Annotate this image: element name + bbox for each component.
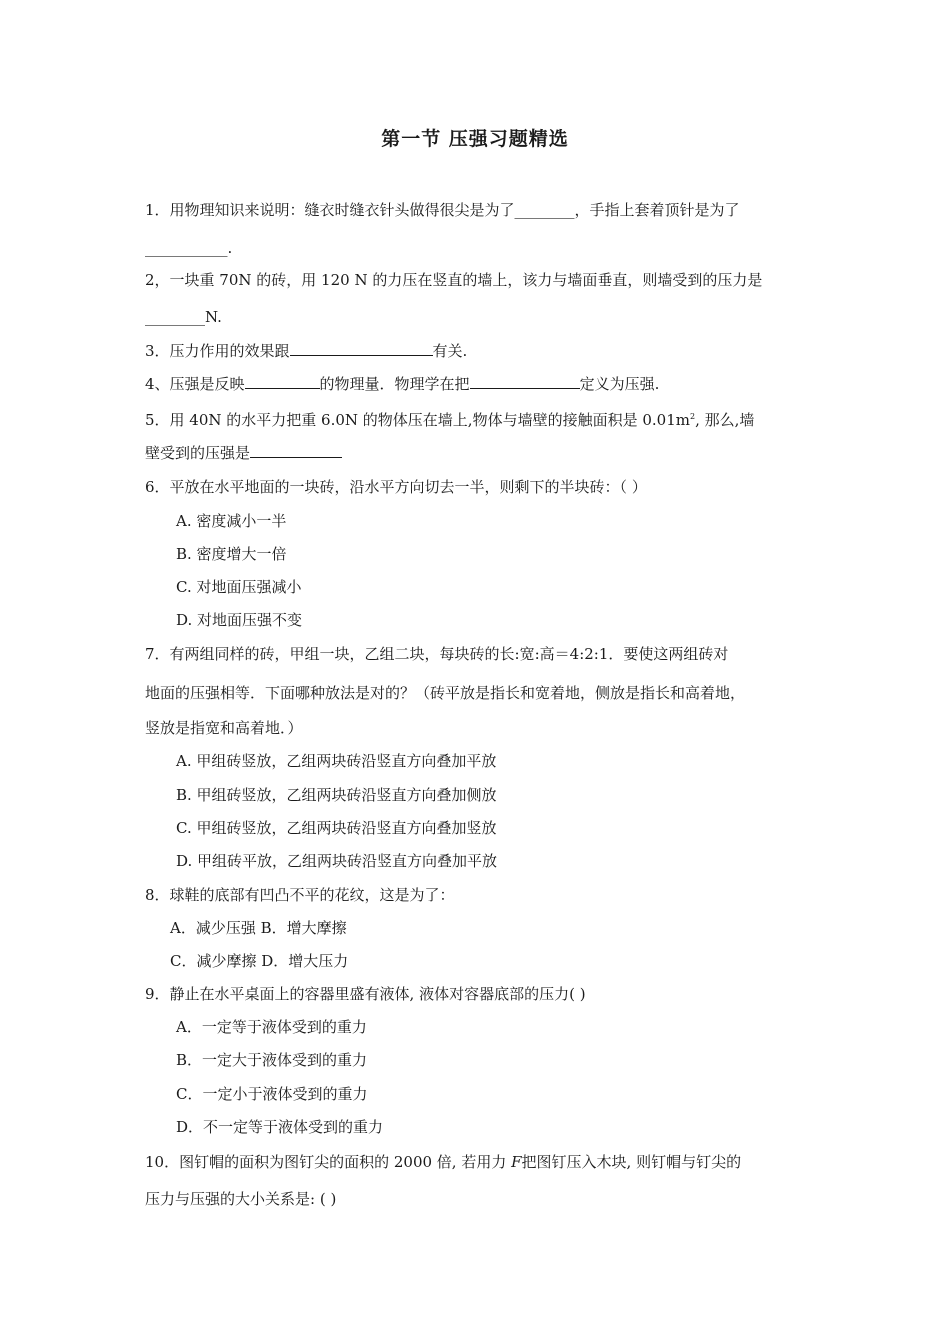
question-4 bbox=[145, 374, 825, 394]
q2-text-b: N. bbox=[205, 308, 222, 326]
q9-option-b[interactable]: B．一定大于液体受到的重力 bbox=[176, 1051, 368, 1069]
q1-text-a: 1．用物理知识来说明：缝衣时缝衣针头做得很尖是为了 bbox=[145, 201, 515, 219]
q10-force-symbol: F bbox=[511, 1153, 522, 1171]
q9-option-a[interactable]: A．一定等于液体受到的重力 bbox=[176, 1018, 367, 1036]
q3-text-b: 有关. bbox=[432, 342, 468, 360]
q7-option-d[interactable]: D. 甲组砖平放，乙组两块砖沿竖直方向叠加平放 bbox=[176, 852, 498, 870]
q1-blank-2: ___________ bbox=[145, 239, 228, 257]
question-5-line-2 bbox=[145, 443, 825, 463]
question-10-line-2: 压力与压强的大小关系是: ( ) bbox=[145, 1190, 337, 1208]
q5-text-b: , 那么,墙 bbox=[695, 411, 755, 429]
q6-option-c[interactable]: C. 对地面压强减小 bbox=[176, 578, 302, 596]
question-9-stem: 9．静止在水平桌面上的容器里盛有液体, 液体对容器底部的压力( ) bbox=[145, 985, 586, 1003]
question-2-line-1 bbox=[145, 270, 825, 290]
q4-text-a: 4、压强是反映 bbox=[145, 375, 245, 393]
q4-blank-2 bbox=[470, 374, 580, 389]
q10-text-a: 10．图钉帽的面积为图钉尖的面积的 2000 倍, 若用力 bbox=[145, 1153, 512, 1171]
q3-blank bbox=[290, 341, 433, 356]
q4-text-b: 的物理量．物理学在把 bbox=[319, 375, 470, 393]
question-7-stem-3: 竖放是指宽和高着地．） bbox=[145, 719, 303, 737]
q8-options-row-1[interactable]: A．减少压强 B．增大摩擦 bbox=[170, 919, 347, 937]
q1-blank-1: ________ bbox=[514, 201, 575, 219]
q2-blank: ________ bbox=[145, 308, 205, 326]
q8-options-row-2[interactable]: C．减少摩擦 D．增大压力 bbox=[170, 952, 349, 970]
q1-text-b: ，手指上套着顶针是为了 bbox=[574, 201, 740, 219]
q5-blank bbox=[250, 443, 342, 458]
question-1-line-1 bbox=[145, 200, 825, 220]
question-2-line-2 bbox=[145, 307, 825, 327]
q9-option-c[interactable]: C．一定小于液体受到的重力 bbox=[176, 1085, 368, 1103]
question-6-stem: 6．平放在水平地面的一块砖，沿水平方向切去一半，则剩下的半块砖：（ ） bbox=[145, 478, 647, 496]
q4-blank-1 bbox=[245, 374, 320, 389]
q6-option-d[interactable]: D. 对地面压强不变 bbox=[176, 611, 303, 629]
question-5-line-1 bbox=[145, 407, 825, 430]
q5-text-a: 5．用 40N 的水平力把重 6.0N 的物体压在墙上,物体与墙壁的接触面积是 0.01m bbox=[145, 411, 690, 429]
q5-superscript: 2 bbox=[689, 412, 696, 421]
q2-text-a: 2，一块重 70N 的砖，用 120 N 的力压在竖直的墙上，该力与墙面垂直，则墙受到的压力是 bbox=[145, 271, 763, 289]
q5-text-c: 壁受到的压强是 bbox=[145, 444, 251, 462]
question-3 bbox=[145, 341, 825, 361]
question-1-line-2 bbox=[145, 238, 825, 258]
q7-option-a[interactable]: A. 甲组砖竖放，乙组两块砖沿竖直方向叠加平放 bbox=[176, 752, 497, 770]
q4-text-c: 定义为压强. bbox=[579, 375, 660, 393]
page-title: 第一节 压强习题精选 bbox=[381, 128, 569, 150]
question-7-stem-1: 7．有两组同样的砖，甲组一块，乙组二块，每块砖的长:宽:高＝4:2:1．要使这两组砖对 bbox=[145, 645, 729, 663]
q9-option-d[interactable]: D．不一定等于液体受到的重力 bbox=[176, 1118, 384, 1136]
q10-text-b: 把图钉压入木块, 则钉帽与钉尖的 bbox=[521, 1153, 742, 1171]
q7-option-c[interactable]: C. 甲组砖竖放，乙组两块砖沿竖直方向叠加竖放 bbox=[176, 819, 497, 837]
question-8-stem: 8．球鞋的底部有凹凸不平的花纹，这是为了： bbox=[145, 886, 455, 904]
q7-option-b[interactable]: B. 甲组砖竖放，乙组两块砖沿竖直方向叠加侧放 bbox=[176, 786, 497, 804]
q6-option-b[interactable]: B. 密度增大一倍 bbox=[176, 545, 287, 563]
q1-text-c: . bbox=[227, 239, 233, 257]
question-7-stem-2: 地面的压强相等．下面哪种放法是对的？（砖平放是指长和宽着地，侧放是指长和高着地， bbox=[145, 684, 746, 702]
q3-text-a: 3．压力作用的效果跟 bbox=[145, 342, 290, 360]
q6-option-a[interactable]: A. 密度减小一半 bbox=[176, 512, 287, 530]
question-10-line-1 bbox=[145, 1152, 825, 1172]
